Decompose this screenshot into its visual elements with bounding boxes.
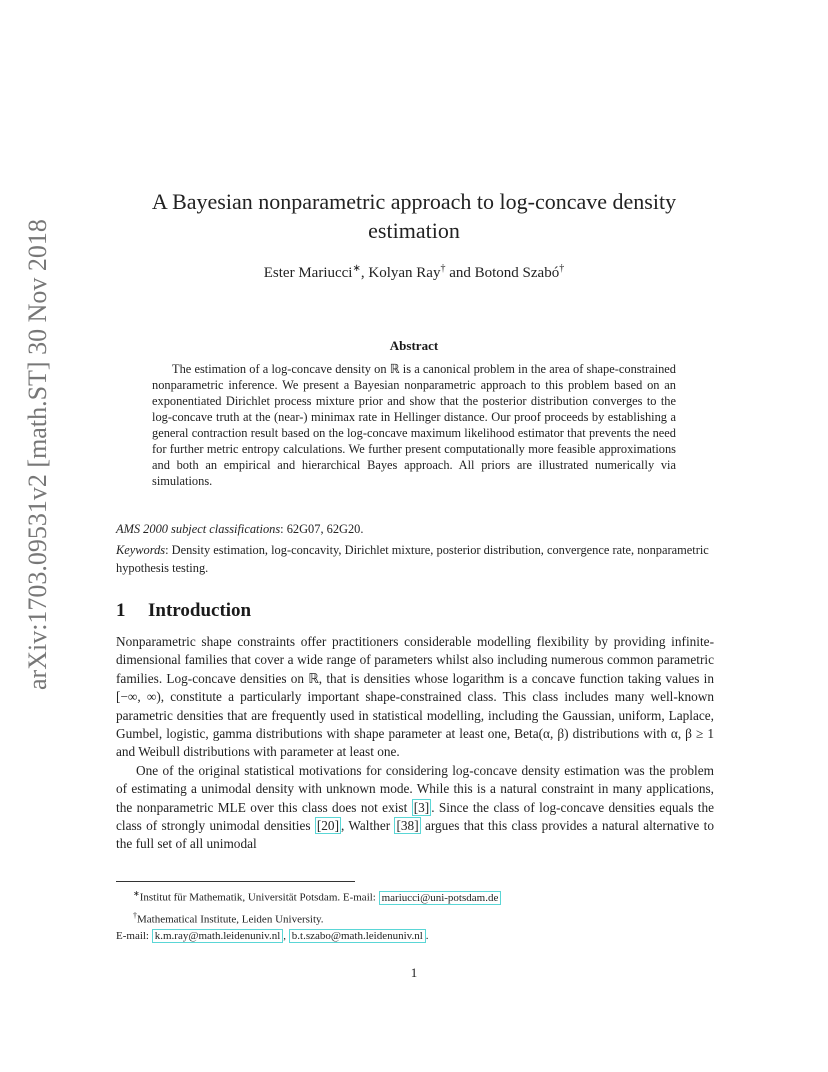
abstract-heading: Abstract <box>389 338 439 353</box>
footnote-mark: † <box>133 910 137 920</box>
author-conjunction: and <box>449 265 471 281</box>
author-name: Kolyan Ray <box>368 265 441 281</box>
citation-link[interactable]: [3] <box>413 799 430 815</box>
author-list: Ester Mariucci∗, Kolyan Ray† and Botond Szabó† <box>263 263 565 281</box>
introduction-body <box>116 633 714 854</box>
footnote-text: Institut für Mathematik, Universität Potsdam. E-mail: <box>139 891 379 904</box>
paragraph: Nonparametric shape constraints offer practitioners considerable modelling flexibility by providing infinite-dimensional families that cover a wide range of parameters whilst also including numerous common parametric families. Log-concave densities on ℝ, that is densities whose logarithm is a concave function taking values in [−∞, ∞), constitute a particularly important shape-constrained class. This class includes many well-known parametric densities that are frequently used in statistical modelling, including the Gaussian, uniform, Laplace, Gumbel, logistic, gamma distributions with shape parameter at least one, Beta(α, β) distributions with α, β ≥ 1 and Weibull distributions with parameter at least one. <box>116 634 714 760</box>
paper-title: A Bayesian nonparametric approach to log-concave density estimation <box>151 189 677 243</box>
keywords-label: Keywords <box>116 543 166 557</box>
section-heading <box>116 600 712 622</box>
footnote-rule <box>116 881 355 882</box>
affiliation-mark: ∗ <box>352 263 361 274</box>
affiliation-mark: † <box>440 263 446 274</box>
footnotes <box>116 885 716 945</box>
footnote-text: Mathematical Institute, Leiden University. <box>137 913 324 926</box>
section-number: 1 <box>116 600 126 621</box>
paragraph-text: One of the original statistical motivations for considering log-concave density estimation was the problem of estimating a unimodal density with unknown mode. While this is a natural constraint in many applications, the nonparametric MLE over this class does not exist <box>116 762 714 815</box>
email-link[interactable]: mariucci@uni-potsdam.de <box>379 891 502 905</box>
footnote <box>116 907 716 929</box>
paragraph-text: , Walther <box>341 818 395 834</box>
footnote <box>116 885 716 907</box>
citation-link[interactable]: [38] <box>396 818 419 834</box>
ams-value: : 62G07, 62G20. <box>280 522 364 536</box>
keywords <box>116 541 712 577</box>
abstract-text: The estimation of a log-concave density on ℝ is a canonical problem in the area of shape-constrained nonparametric inference. We present a Bayesian nonparametric approach to this problem based on an exponentiated Dirichlet process mixture prior and show that the posterior distribution converges to the log-concave truth at the (near-) minimax rate in Hellinger distance. Our proof proceeds by establishing a general contraction result based on the log-concave maximum likelihood estimator that prevents the need for further metric entropy calculations. We further present computationally more feasible approximations and both an empirical and hierarchical Bayes approach. All priors are illustrated numerically via simulations. <box>152 362 676 488</box>
footnote-mark: ∗ <box>133 889 140 898</box>
author-name: Botond Szabó <box>474 265 560 281</box>
separator: , <box>283 930 289 943</box>
section-title: Introduction <box>148 600 252 621</box>
footnote-text: E-mail: <box>116 930 152 943</box>
citation-link[interactable]: [20] <box>316 818 339 834</box>
page-number: 1 <box>410 965 418 980</box>
arxiv-identifier: arXiv:1703.09531v2 [math.ST] 30 Nov 2018 <box>23 219 52 690</box>
email-link[interactable]: b.t.szabo@math.leidenuniv.nl <box>289 929 426 943</box>
paragraph <box>116 762 714 854</box>
email-link[interactable]: k.m.ray@math.leidenuniv.nl <box>152 929 284 943</box>
paragraph-text: . Since the class of log-concave densities equals the class of strongly unimodal densities <box>116 799 714 834</box>
author-name: Ester Mariucci <box>263 265 353 281</box>
punctuation: . <box>425 930 429 943</box>
footnote <box>116 928 716 945</box>
ams-classification <box>116 520 712 538</box>
ams-label: AMS 2000 subject classifications <box>116 522 281 536</box>
paragraph-text: argues that this class provides a natural alternative to the full set of all unimodal <box>116 818 714 852</box>
affiliation-mark: † <box>559 263 565 274</box>
keywords-value: : Density estimation, log-concavity, Dirichlet mixture, posterior distribution, convergence rate, nonparametric hypothesis testing. <box>116 543 709 575</box>
